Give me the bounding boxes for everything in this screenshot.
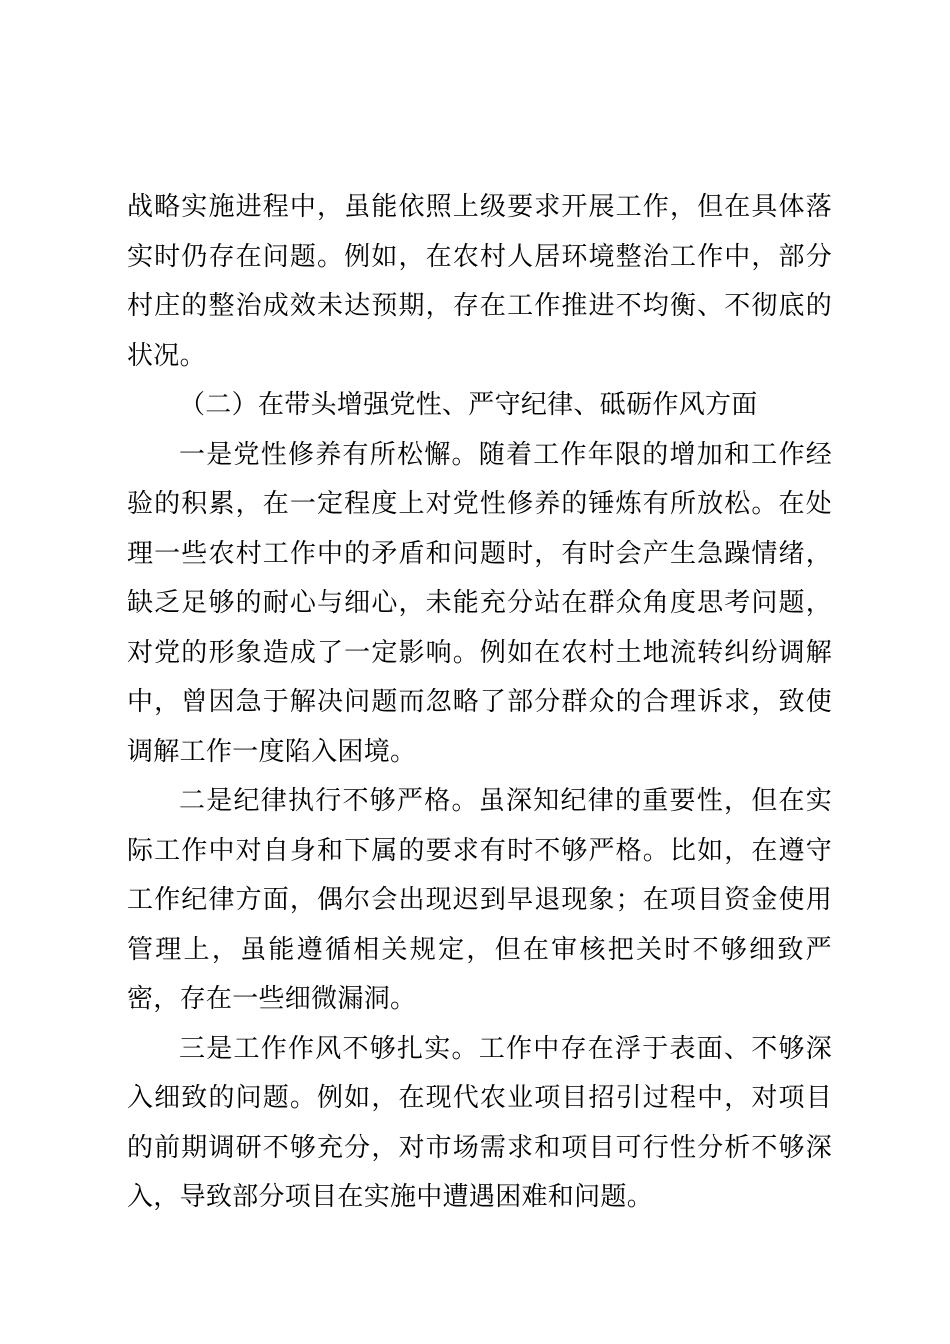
paragraph-discipline: 二是纪律执行不够严格。虽深知纪律的重要性，但在实际工作中对自身和下属的要求有时不够严格。比如，在遵守工作纪律方面，偶尔会出现迟到早退现象；在项目资金使用管理上，虽能遵循相关规定，但在审核把关时不够细致严密，存在一些细微漏洞。 [127, 786, 832, 1014]
section-heading: （二）在带头增强党性、严守纪律、砥砺作风方面 [179, 390, 758, 420]
paragraph-continuation: 战略实施进程中，虽能依照上级要求开展工作，但在具体落实时仍存在问题。例如，在农村人居环境整治工作中，部分村庄的整治成效未达预期，存在工作推进不均衡、不彻底的状况。 [127, 192, 832, 371]
paragraph-party-spirit: 一是党性修养有所松懈。随着工作年限的增加和工作经验的积累，在一定程度上对党性修养的锤炼有所放松。在处理一些农村工作中的矛盾和问题时，有时会产生急躁情绪，缺乏足够的耐心与细心，未能充分站在群众角度思考问题，对党的形象造成了一定影响。例如在农村土地流转纠纷调解中，曾因急于解决问题而忽略了部分群众的合理诉求，致使调解工作一度陷入困境。 [127, 439, 832, 767]
document-body [127, 183, 832, 1223]
paragraph-work-style: 三是工作作风不够扎实。工作中存在浮于表面、不够深入细致的问题。例如，在现代农业项目招引过程中，对项目的前期调研不够充分，对市场需求和项目可行性分析不够深入，导致部分项目在实施中遭遇困难和问题。 [127, 1033, 832, 1212]
